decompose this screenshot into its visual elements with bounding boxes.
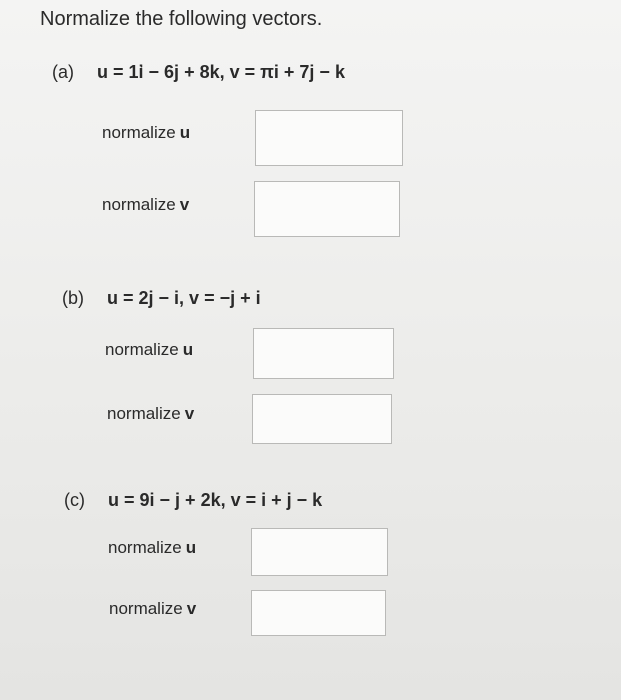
part-c-normalize-u-label: normalize u: [108, 538, 197, 557]
part-a-statement: [52, 62, 345, 83]
part-a-normalize-v-label: normalize v: [102, 195, 190, 214]
part-b-statement: [62, 288, 261, 309]
problem-title: Normalize the following vectors.: [40, 8, 323, 30]
part-b-label: (b): [62, 288, 84, 308]
part-a-label: (a): [52, 62, 74, 82]
part-a-normalize-v-answer-box[interactable]: [254, 181, 400, 237]
part-a-normalize-u-label: normalize u: [102, 123, 191, 142]
part-b-normalize-u-answer-box[interactable]: [253, 328, 394, 379]
part-c-normalize-u-answer-box[interactable]: [251, 528, 388, 576]
part-b-normalize-u-label: normalize u: [105, 340, 194, 359]
part-b-normalize-v-answer-box[interactable]: [252, 394, 392, 444]
part-a-equation: u = 1͘i − 6j + 8k, v = πi + 7j − k: [97, 62, 345, 82]
part-c-equation: u = 9i − j + 2k, v = i + j − k: [108, 490, 323, 510]
part-c-normalize-v-label: normalize v: [109, 599, 197, 618]
part-a-normalize-u-answer-box[interactable]: [255, 110, 403, 166]
part-b-normalize-v-label: normalize v: [107, 404, 195, 423]
part-c-statement: [64, 490, 322, 511]
part-c-label: (c): [64, 490, 85, 510]
part-c-normalize-v-answer-box[interactable]: [251, 590, 386, 636]
part-b-equation: u = 2j − i, v = −j + i: [107, 288, 261, 308]
